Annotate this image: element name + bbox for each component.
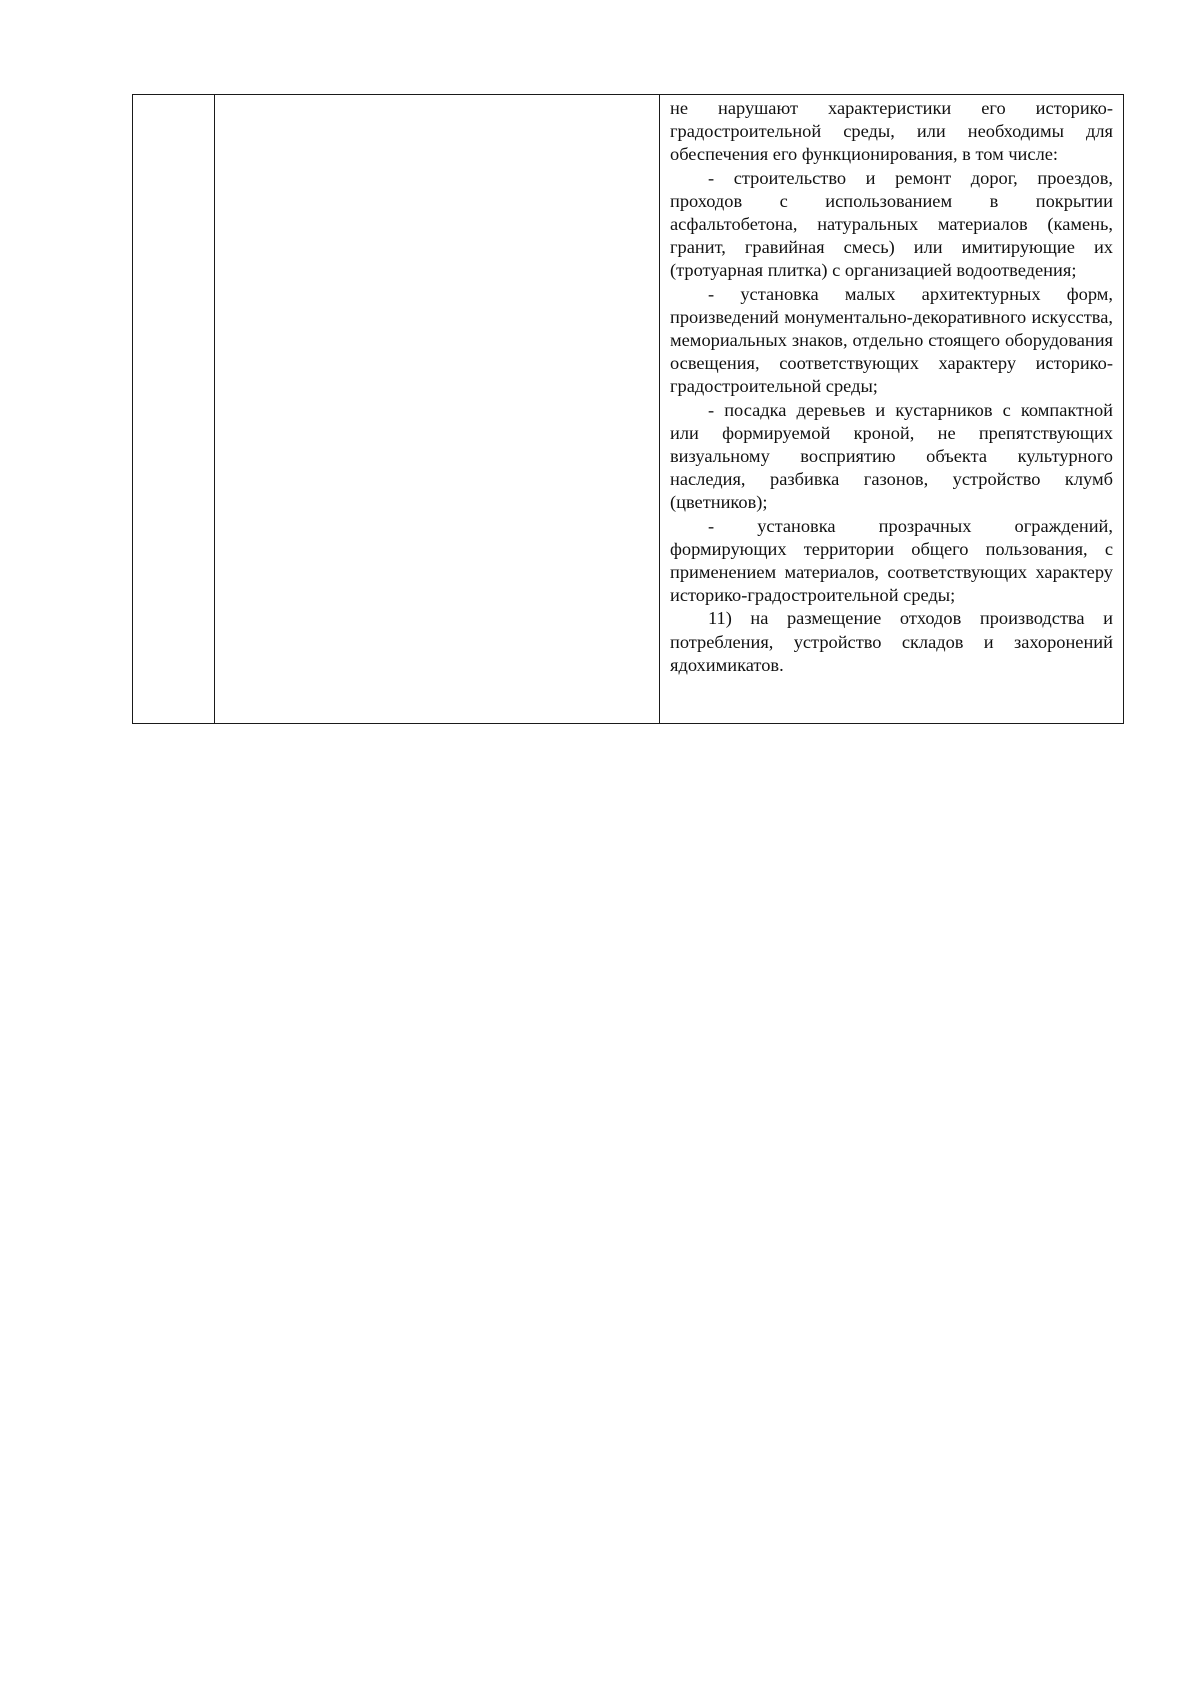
paragraph-small-forms: - установка малых архитектурных форм, произведений монументально-декоративного искусства, мемориальных знаков, отдельно стоящего оборудования освещения, соответствующих характеру историко-градостроительной среды; [670,283,1113,397]
zone-name-cell-text [215,95,659,97]
table-row [133,95,1124,724]
number-cell-text [133,95,214,97]
regulations-table [132,94,1124,724]
requirements-cell [660,95,1124,724]
requirements-text [660,95,1123,677]
zone-name-cell [215,95,660,724]
paragraph-intro: не нарушают характеристики его историко-градостроительной среды, или необходимы для обеспечения его функционирования, в том числе: [670,98,1113,165]
paragraph-fences: - установка прозрачных ограждений, формирующих территории общего пользования, с применением материалов, соответствующих характеру историко-градостроительной среды; [670,515,1113,606]
number-cell [133,95,215,724]
paragraph-planting: - посадка деревьев и кустарников с компактной или формируемой кроной, не препятствующих визуальному восприятию объекта культурного наследия, разбивка газонов, устройство клумб (цветников); [670,399,1113,513]
paragraph-roads: - строительство и ремонт дорог, проездов, проходов с использованием в покрытии асфальтобетона, натуральных материалов (камень, гранит, гравийная смесь) или имитирующие их (тротуарная плитка) с организацией водоотведения; [670,167,1113,281]
paragraph-waste: 11) на размещение отходов производства и потребления, устройство складов и захоронений ядохимикатов. [670,608,1113,675]
